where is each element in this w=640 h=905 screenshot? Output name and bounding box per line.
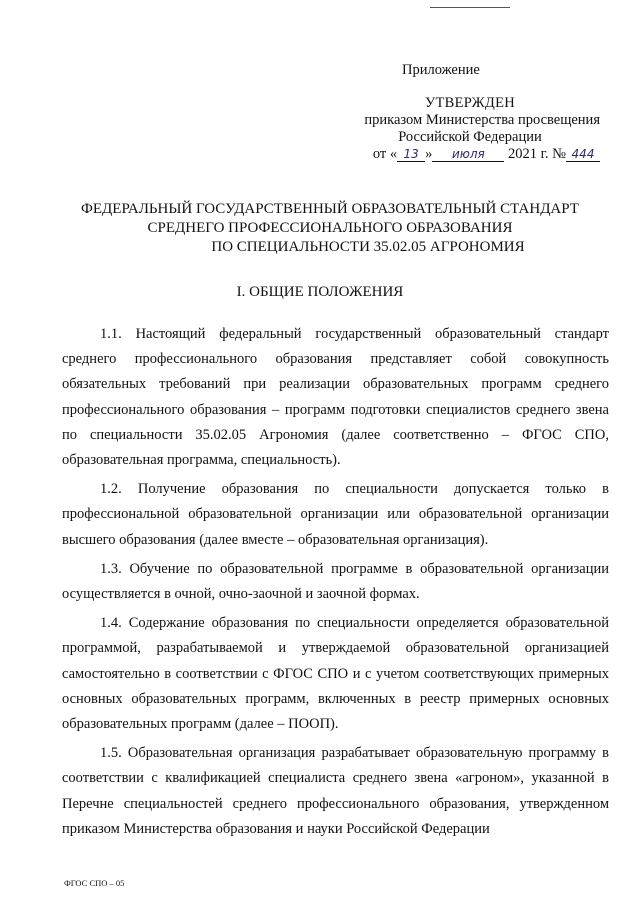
handwritten-month: июля: [432, 147, 504, 162]
order-line-1: приказом Министерства просвещения: [364, 112, 600, 128]
document-title: [60, 200, 600, 257]
date-mid: »: [425, 146, 433, 162]
approval-block: [340, 62, 600, 163]
paragraph-1-1: 1.1. Настоящий федеральный государственный образовательный стандарт среднего профессионального образования представляет собой совокупность обязательных требований при реализации образовательных программ среднего профессионального образования – программ подготовки специалистов среднего звена по специальности 35.02.05 Агрономия (далее соответственно – ФГОС СПО, образовательная программа, специальность).: [62, 326, 609, 469]
section-heading: I. ОБЩИЕ ПОЛОЖЕНИЯ: [236, 284, 404, 300]
document-body: [62, 322, 609, 846]
date-year: 2021 г. №: [507, 146, 566, 162]
handwritten-order-number: 444: [566, 147, 600, 162]
title-line-3: ПО СПЕЦИАЛЬНОСТИ 35.02.05 АГРОНОМИЯ: [211, 239, 525, 255]
footer-code: ФГОС СПО – 05: [64, 878, 125, 888]
title-line-1: ФЕДЕРАЛЬНЫЙ ГОСУДАРСТВЕННЫЙ ОБРАЗОВАТЕЛЬНЫЙ СТАНДАРТ: [81, 201, 579, 217]
title-line-2: СРЕДНЕГО ПРОФЕССИОНАЛЬНОГО ОБРАЗОВАНИЯ: [147, 220, 513, 236]
order-date-line: [340, 146, 600, 163]
paragraph-1-4: 1.4. Содержание образования по специальности определяется образовательной программой, разрабатываемой и утверждаемой образовательной организацией самостоятельно в соответствии с ФГОС СПО и с учетом соответствующих примерных основных образовательных программ, включенных в реестр примерных основных образовательных программ (далее – ПООП).: [62, 615, 609, 733]
handwritten-day: 13: [397, 147, 425, 162]
date-prefix: от «: [372, 146, 398, 162]
paragraph-1-2: 1.2. Получение образования по специальности допускается только в профессиональной образовательной организации или образовательной организации высшего образования (далее вместе – образовательная организация).: [62, 481, 609, 548]
paragraph-1-5: 1.5. Образовательная организация разрабатывает образовательную программу в соответствии с квалификацией специалиста среднего звена «агроном», указанной в Перечне специальностей среднего профессионального образования, утвержденном приказом Министерства образования и науки Российской Федерации: [62, 745, 609, 837]
order-line-2: Российской Федерации: [398, 129, 542, 145]
approved-label: УТВЕРЖДЕН: [424, 95, 516, 111]
scan-artifact-line: [430, 7, 510, 8]
paragraph-1-3: 1.3. Обучение по образовательной программе в образовательной организации осуществляется в очной, очно-заочной и заочной формах.: [62, 560, 609, 603]
appendix-label: Приложение: [402, 62, 480, 78]
